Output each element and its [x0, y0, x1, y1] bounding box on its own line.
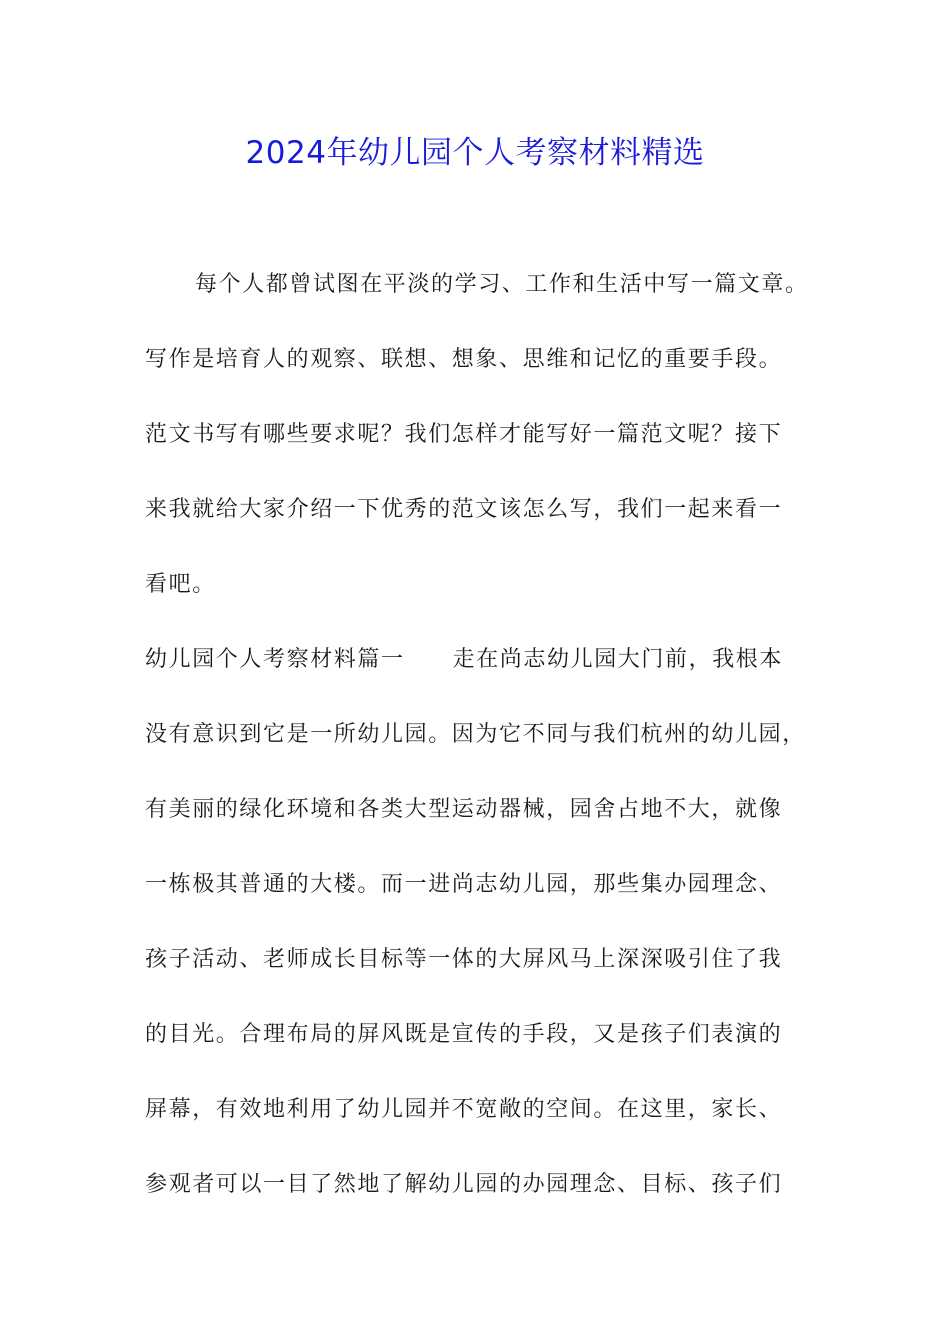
- paragraph-line: 的目光。合理布局的屏风既是宣传的手段，又是孩子们表演的: [145, 1022, 783, 1047]
- paragraph-line: 来我就给大家介绍一下优秀的范文该怎么写，我们一起来看一: [145, 497, 783, 522]
- paragraph-line: 有美丽的绿化环境和各类大型运动器械，园舍占地不大，就像: [145, 797, 783, 822]
- paragraph-line: 孩子活动、老师成长目标等一体的大屏风马上深深吸引住了我: [145, 947, 783, 972]
- section-first-line-text: 走在尚志幼儿园大门前，我根本: [452, 647, 784, 672]
- paragraph-line: 参观者可以一目了然地了解幼儿园的办园理念、目标、孩子们: [145, 1172, 783, 1197]
- paragraph-line: 范文书写有哪些要求呢？我们怎样才能写好一篇范文呢？接下: [145, 422, 783, 447]
- paragraph-line: 屏幕，有效地利用了幼儿园并不宽敞的空间。在这里，家长、: [145, 1097, 783, 1122]
- paragraph-line: 看吧。: [145, 572, 216, 597]
- document-title: 2024年幼儿园个人考察材料精选: [245, 135, 705, 171]
- paragraph-line: 写作是培育人的观察、联想、想象、思维和记忆的重要手段。: [145, 347, 783, 372]
- section-heading: 幼儿园个人考察材料篇一: [145, 647, 405, 672]
- section-first-line: [145, 645, 825, 675]
- paragraph-line: 没有意识到它是一所幼儿园。因为它不同与我们杭州的幼儿园，: [145, 722, 806, 747]
- paragraph-line: 每个人都曾试图在平淡的学习、工作和生活中写一篇文章。: [195, 272, 809, 297]
- paragraph-line: 一栋极其普通的大楼。而一进尚志幼儿园，那些集办园理念、: [145, 872, 783, 897]
